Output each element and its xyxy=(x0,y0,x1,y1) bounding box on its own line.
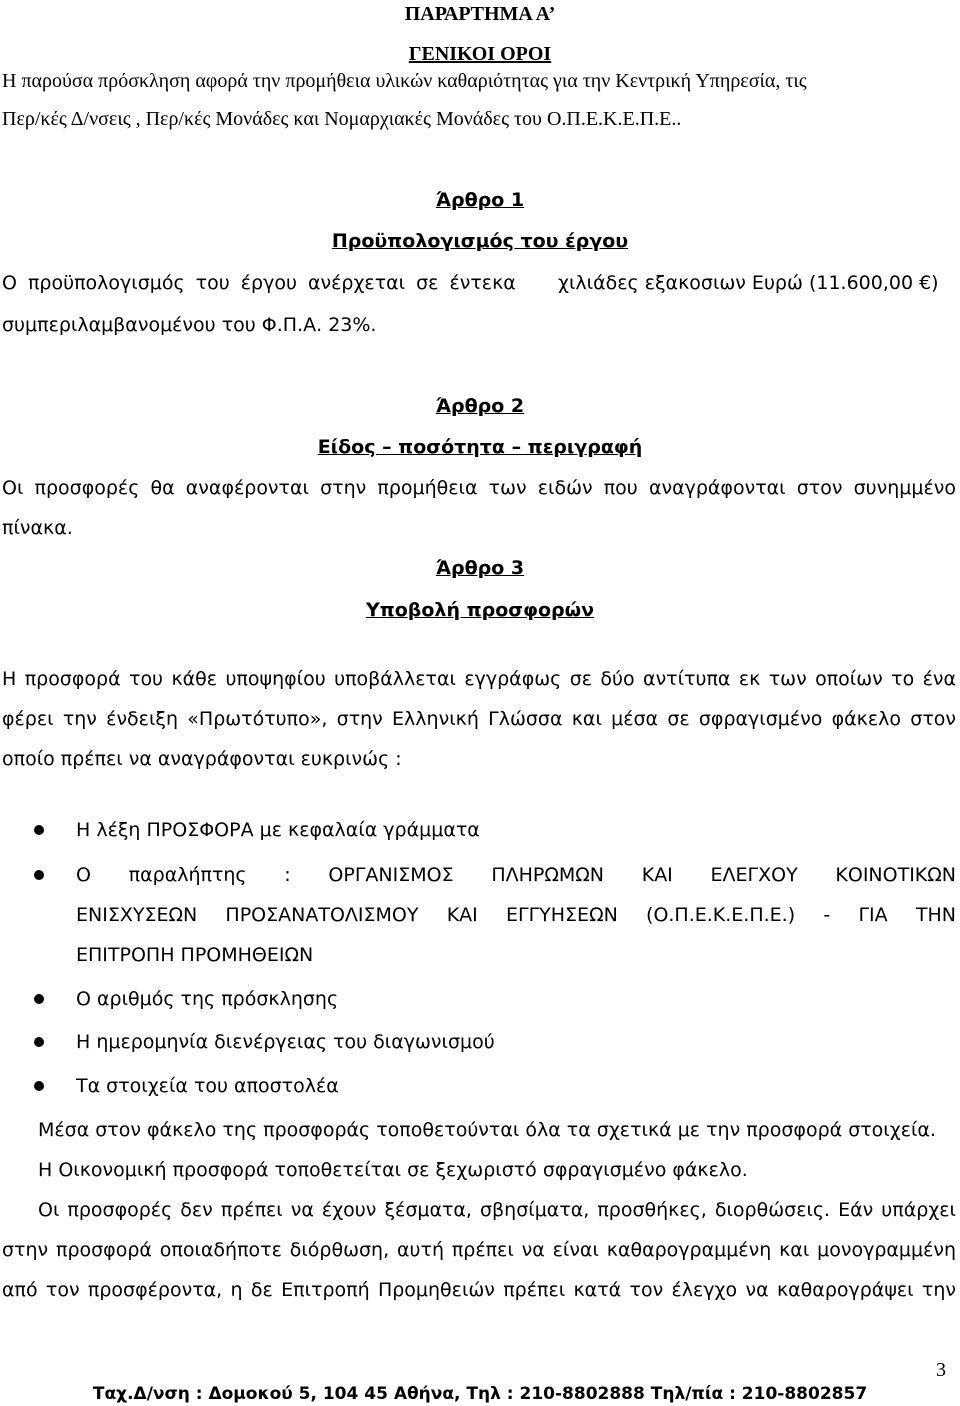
article-3-after-line-4: στην προσφορά οποιαδήποτε διόρθωση, αυτή πρέπει να είναι καθαρογραμμένη και μονογραμμένη xyxy=(2,1239,956,1261)
bullet-dot xyxy=(34,825,44,835)
article-3-intro-line-3: οποίο πρέπει να αναγράφονται ευκρινώς : xyxy=(2,748,402,770)
bullet-item-5: Τα στοιχεία του αποστολέα xyxy=(76,1075,339,1097)
bullet-item-2-line-1: Ο παραλήπτης : ΟΡΓΑΝΙΣΜΟΣ ΠΛΗΡΩΜΩΝ ΚΑΙ ΕΛΕΓΧΟΥ ΚΟΙΝΟΤΙΚΩΝ xyxy=(76,864,956,886)
bullet-dot xyxy=(34,870,44,880)
article-2-text-line-2: πίνακα. xyxy=(2,517,73,539)
article-1-title: Προϋπολογισμός του έργου xyxy=(331,230,629,252)
article-2-number: Άρθρο 2 xyxy=(435,395,525,417)
bullet-item-2-line-2: ΕΝΙΣΧΥΣΕΩΝ ΠΡΟΣΑΝΑΤΟΛΙΣΜΟΥ ΚΑΙ ΕΓΓΥΗΣΕΩΝ (Ο.Π.Ε.Κ.Ε.Π.Ε.) - ΓΙΑ ΤΗΝ xyxy=(76,904,956,926)
article-2-text-line-1: Οι προσφορές θα αναφέρονται στην προμήθεια των ειδών που αναγράφονται στον συνημμένο xyxy=(2,477,956,499)
bullet-dot xyxy=(34,1081,44,1091)
article-1-number: Άρθρο 1 xyxy=(435,189,525,211)
article-2-title: Είδος – ποσότητα – περιγραφή xyxy=(317,436,643,458)
footer-address: Ταχ.Δ/νση : Δομοκού 5, 104 45 Αθήνα, Τηλ : 210-8802888 Τηλ/πία : 210-8802857 xyxy=(92,1384,868,1404)
article-1-text-right: χιλιάδες εξακοσιων Ευρώ (11.600,00 €) xyxy=(558,272,939,294)
bullet-item-1: Η λέξη ΠΡΟΣΦΟΡΑ με κεφαλαία γράμματα xyxy=(76,819,480,841)
article-3-intro-line-1: Η προσφορά του κάθε υποψηφίου υποβάλλεται εγγράφως σε δύο αντίτυπα εκ των οποίων το ένα xyxy=(2,668,956,690)
article-3-intro-line-2: φέρει την ένδειξη «Πρωτότυπο», στην Ελληνική Γλώσσα και μέσα σε σφραγισμένο φάκελο στον xyxy=(2,708,956,730)
article-1-text-left: Ο προϋπολογισμός του έργου ανέρχεται σε έντεκα xyxy=(2,272,516,294)
bullet-item-2-line-3: ΕΠΙΤΡΟΠΗ ΠΡΟΜΗΘΕΙΩΝ xyxy=(76,944,314,966)
article-3-after-line-2: Η Οικονομική προσφορά τοποθετείται σε ξεχωριστό σφραγισμένο φάκελο. xyxy=(38,1159,748,1181)
intro-line-2: Περ/κές Δ/νσεις , Περ/κές Μονάδες και Νομαρχιακές Μονάδες του Ο.Π.Ε.Κ.Ε.Π.Ε.. xyxy=(2,108,682,130)
bullet-dot xyxy=(34,994,44,1004)
article-3-after-line-5: από τον προσφέροντα, η δε Επιτροπή Προμηθειών πρέπει κατά τον έλεγχο να καθαρογράψει την xyxy=(2,1279,956,1301)
article-3-title: Υποβολή προσφορών xyxy=(365,599,595,621)
bullet-dot xyxy=(34,1037,44,1047)
appendix-title: ΠΑΡΑΡΤΗΜΑ Α’ xyxy=(404,3,556,25)
bullet-item-3: Ο αριθμός της πρόσκλησης xyxy=(76,988,339,1010)
article-3-number: Άρθρο 3 xyxy=(435,557,525,579)
page-number: 3 xyxy=(936,1359,946,1381)
general-terms-heading: ΓΕΝΙΚΟΙ ΟΡΟΙ xyxy=(408,43,552,65)
article-3-after-line-3: Οι προσφορές δεν πρέπει να έχουν ξέσματα, σβησίματα, προσθήκες, διορθώσεις. Εάν υπάρχει xyxy=(38,1199,956,1221)
article-3-after-line-1: Μέσα στον φάκελο της προσφοράς τοποθετούνται όλα τα σχετικά με την προσφορά στοιχεία. xyxy=(38,1119,936,1141)
intro-line-1: Η παρούσα πρόσκληση αφορά την προμήθεια υλικών καθαριότητας για την Κεντρική Υπηρεσία, τις xyxy=(2,70,807,92)
bullet-item-4: Η ημερομηνία διενέργειας του διαγωνισμού xyxy=(76,1031,495,1053)
article-1-text-line-2: συμπεριλαμβανομένου του Φ.Π.Α. 23%. xyxy=(2,314,377,336)
